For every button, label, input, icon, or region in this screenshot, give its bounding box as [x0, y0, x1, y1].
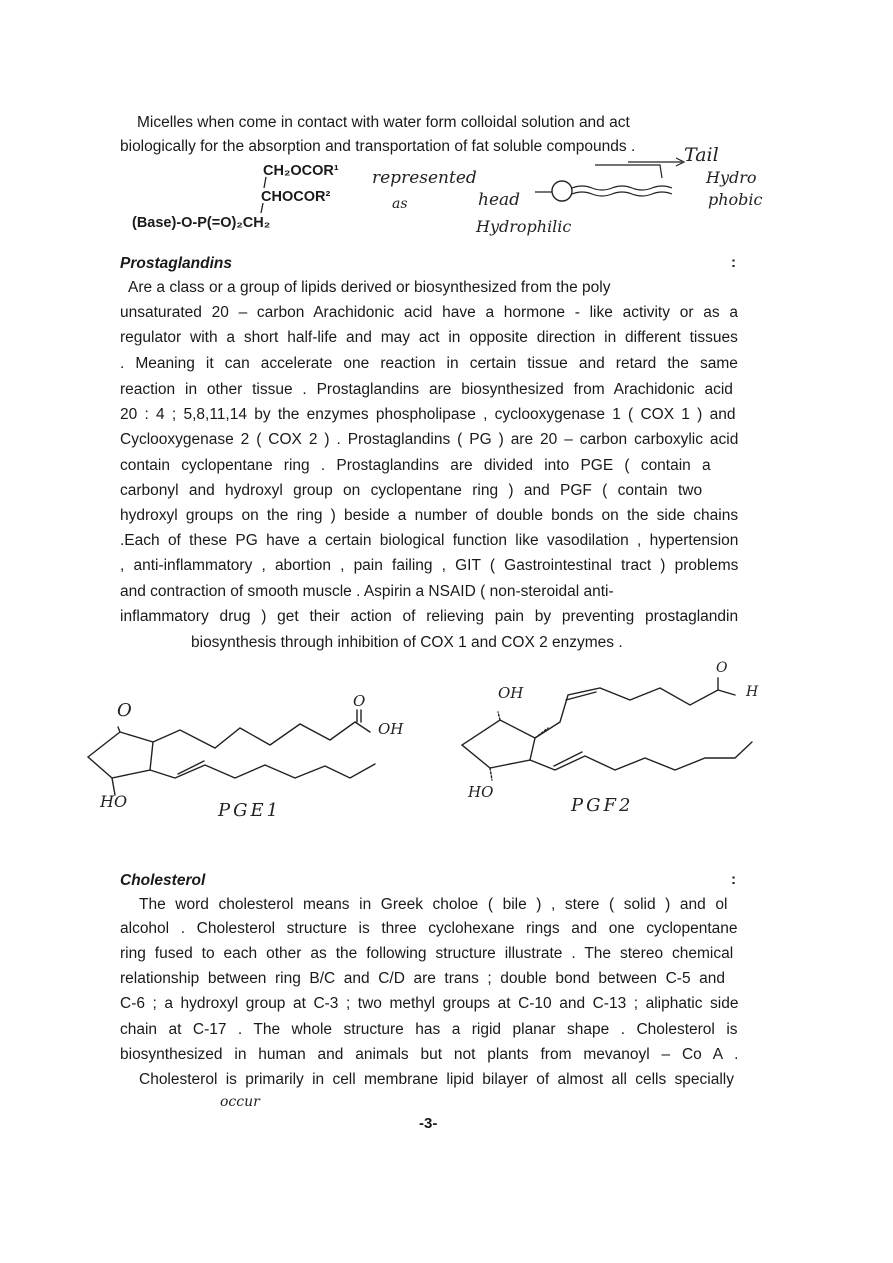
cholesterol-line: ring fused to each other as the following structure illustrate . The stereo chemical: [120, 945, 734, 962]
prostaglandins-line: unsaturated 20 – carbon Arachidonic acid have a hormone - like activity or as a: [120, 304, 738, 321]
pgf2-acid-o: O: [716, 660, 728, 676]
pgf2-end: H: [746, 684, 759, 700]
cholesterol-line: alcohol . Cholesterol structure is three cyclohexane rings and one cyclopentane: [120, 920, 738, 937]
pge1-ketone-o: O: [117, 700, 132, 721]
cholesterol-line: Cholesterol is primarily in cell membrane lipid bilayer of almost all cells specially: [139, 1071, 735, 1088]
prostaglandins-line: reaction in other tissue . Prostaglandins are biosynthesized from Arachidonic acid: [120, 381, 733, 398]
handwritten-head: head: [478, 190, 521, 210]
prostaglandins-line: Are a class or a group of lipids derived or biosynthesized from the poly: [128, 279, 611, 296]
cholesterol-colon: :: [731, 871, 736, 888]
pgf2-label: PGF2: [571, 795, 634, 816]
prostaglandins-line: . Meaning it can accelerate one reaction in certain tissue and retard the same: [120, 355, 738, 372]
formula-row-1: CH₂OCOR¹: [263, 163, 339, 179]
prostaglandins-colon: :: [731, 254, 736, 271]
handwritten-hydrophobic-2: phobic: [708, 190, 763, 209]
cholesterol-line: The word cholesterol means in Greek choloe ( bile ) , stere ( solid ) and ol: [139, 896, 728, 913]
formula-row-3: (Base)-O-P(=O)₂CH₂: [132, 215, 271, 231]
handwritten-hydrophilic: Hydrophilic: [476, 217, 572, 236]
handwritten-hydrophobic-1: Hydro: [706, 168, 757, 187]
prostaglandins-line: hydroxyl groups on the ring ) beside a number of double bonds on the side chains: [120, 507, 739, 524]
handwritten-as: as: [392, 196, 408, 212]
pgf2-oh: OH: [498, 684, 524, 702]
prostaglandins-line: Cyclooxygenase 2 ( COX 2 ) . Prostaglandins ( PG ) are 20 – carbon carboxylic acid: [120, 431, 739, 448]
handwritten-represented: represented: [372, 168, 477, 188]
cholesterol-line: biosynthesized in human and animals but not plants from mevanoyl – Co A .: [120, 1046, 739, 1063]
pge1-ho: HO: [100, 792, 128, 811]
prostaglandins-line: contain cyclopentane ring . Prostaglandins are divided into PGE ( contain a: [120, 457, 711, 474]
prostaglandins-line: 20 : 4 ; 5,8,11,14 by the enzymes phospholipase , cyclooxygenase 1 ( COX 1 ) and: [120, 406, 736, 423]
handwritten-tail: Tail: [684, 144, 719, 166]
cholesterol-line: relationship between ring B/C and C/D are trans ; double bond between C-5 and: [120, 970, 725, 987]
micelles-line-1: Micelles when come in contact with water form colloidal solution and act: [137, 114, 630, 131]
pge1-label: PGE1: [218, 800, 282, 821]
cholesterol-line: chain at C-17 . The whole structure has a rigid planar shape . Cholesterol is: [120, 1021, 738, 1038]
pge1-structure: [88, 710, 375, 795]
micelles-line-2: biologically for the absorption and transportation of fat soluble compounds .: [120, 138, 636, 155]
page-number: -3-: [419, 1115, 438, 1132]
prostaglandins-line: and contraction of smooth muscle . Aspirin a NSAID ( non-steroidal anti-: [120, 583, 614, 600]
handwritten-occur: occur: [220, 1094, 260, 1110]
prostaglandins-line: regulator with a short half-life and may act in opposite direction in different tissues: [120, 329, 738, 346]
prostaglandins-last-line: biosynthesis through inhibition of COX 1 and COX 2 enzymes .: [191, 634, 623, 651]
pgf2-ho: HO: [468, 783, 494, 801]
prostaglandins-line: inflammatory drug ) get their action of relieving pain by preventing prostaglandin: [120, 608, 739, 625]
pge1-acid-o: O: [353, 692, 366, 710]
prostaglandins-heading: Prostaglandins: [120, 255, 232, 272]
cholesterol-heading: Cholesterol: [120, 872, 206, 889]
prostaglandins-line: carbonyl and hydroxyl group on cyclopentane ring ) and PGF ( contain two: [120, 482, 703, 499]
pge1-oh: OH: [378, 720, 404, 738]
prostaglandins-line: .Each of these PG have a certain biological function like vasodilation , hypertension: [120, 532, 739, 549]
formula-row-2: CHOCOR²: [261, 189, 331, 205]
prostaglandins-line: , anti-inflammatory , abortion , pain failing , GIT ( Gastrointestinal tract ) problems: [120, 557, 739, 574]
cholesterol-line: C-6 ; a hydroxyl group at C-3 ; two methyl groups at C-10 and C-13 ; aliphatic side: [120, 995, 739, 1012]
